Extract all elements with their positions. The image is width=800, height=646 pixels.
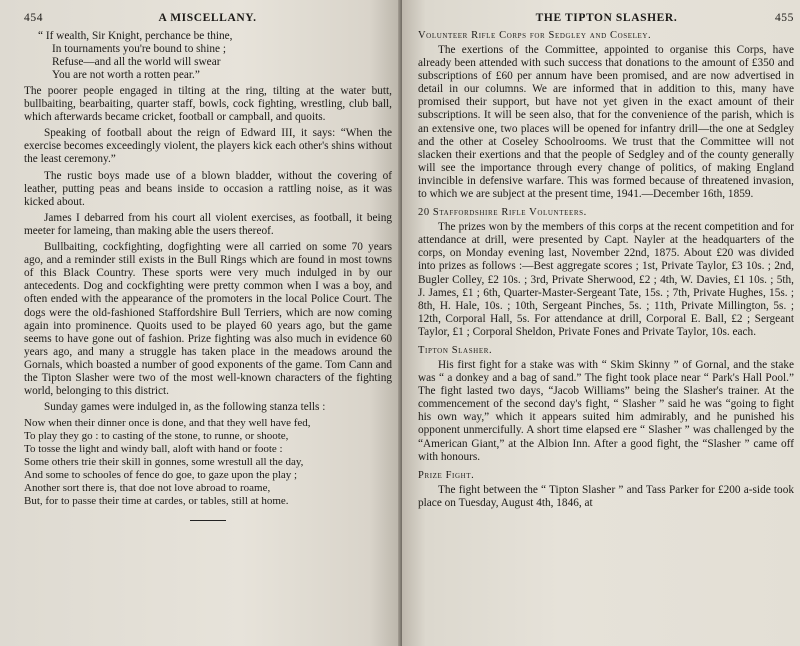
paragraph: The exertions of the Committee, appointed to organise this Corps, have already been attended with such success that donations to the amount of £350 and subscriptions of £60 per annum have been promised, and are now advertised in detail in our columns. We are informed that in addition to this, many have promised their support, but have not yet given in the exact amount of their subscriptions. It will be seen also, that for the convenience of the parish, which is an extensive one, two places will be opened for infantry drill—the one at Sedgley and the other at Coseley Schoolrooms. We trust that the Committee will not slacken their exertions and that the people of Sedgley and of the county generally will see the importance through every change of politics, of making England invincible in defensive warfare. This was formed because of threatened invasion, to which we are subject at the present time, 1941.—December 16th, 1859. [418, 44, 794, 201]
left-running-head [24, 12, 392, 24]
right-page-number: 455 [774, 12, 794, 24]
paragraph: The fight between the “ Tipton Slasher ” and Tass Parker for £200 a-side took place on Tuesday, August 4th, 1846, at [418, 483, 794, 509]
verse-line: Refuse—and all the world will swear [52, 56, 221, 68]
verse-line: “ If wealth, Sir Knight, perchance be thine, [38, 30, 233, 42]
verse-line: You are not worth a rotten pear.” [52, 69, 200, 81]
verse-line: Some others trie their skill in gonnes, some wrestull all the day, [24, 456, 304, 469]
verse-line: But, for to passe their time at cardes, or tables, still at home. [24, 495, 289, 508]
verse-line: In tournaments you're bound to shine ; [52, 43, 226, 55]
verse-knight [24, 30, 392, 82]
right-running-head [418, 12, 794, 24]
left-running-title: A MISCELLANY. [158, 12, 257, 24]
verse-line: And some to schooles of fence do goe, to gaze upon the play ; [24, 469, 298, 482]
verse-line: To tosse the light and windy ball, aloft with hand or foote : [24, 443, 283, 456]
verse-line: Another sort there is, that doe not love abroad to roame, [24, 482, 271, 495]
verse-line: To play they go : to casting of the stone, to runne, or shoote, [24, 430, 289, 443]
section-heading: Prize Fight. [418, 469, 475, 481]
right-running-title: THE TIPTON SLASHER. [535, 12, 678, 24]
right-page [402, 0, 800, 646]
section-heading: Tipton Slasher. [418, 344, 493, 356]
left-page-number: 454 [24, 12, 44, 24]
section-heading: 20 Staffordshire Rifle Volunteers. [418, 207, 587, 219]
verse-line: Now when their dinner once is done, and that they well have fed, [24, 417, 311, 430]
paragraph: Sunday games were indulged in, as the following stanza tells : [44, 401, 326, 414]
paragraph: The rustic boys made use of a blown bladder, without the covering of leather, putting peas and beans inside to occasion a rattling noise, as it was kicked about. [24, 169, 392, 208]
verse-sunday-games [24, 417, 392, 508]
section-rule [190, 520, 226, 521]
paragraph: Bullbaiting, cockfighting, dogfighting were all carried on some 70 years ago, and a reminder still exists in the Bull Rings which are found in most towns of this Black Country. These sports were very much indulged in by our antecedents. Dog and cockfighting were pretty common when I was a boy, and often ended with the appearance of the promoters in the local Police Court. The dogs were the old-fashioned Staffordshire Bull Terriers, which are now coming again into prominence. Quoits used to be played 60 years ago, but the game seems to have gone out of fashion. Prize fighting was also much in evidence 60 years ago, and many a struggle has taken place in the meadows around the Gornals, which boasted a number of good exponents of the game. Tom Cann and the Tipton Slasher were two of the most well-known characters of the fighting world, belonging to this district. [24, 241, 392, 398]
paragraph: The prizes won by the members of this corps at the recent competition and for attendance at drill, were presented by Capt. Nayler at the headquarters of the corps, on Monday evening last, November 22nd, 1875. About £20 was divided into prizes as follows :—Best aggregate scores ; 1st, Private Taylor, £3 10s. ; 2nd, Bugler Colley, £2 10s. ; 3rd, Private Sherwood, £2 ; 4th, W. Davies, £1 10s. ; 5th, J. James, £1 ; 6th, Quarter-Master-Sergeant Tate, 15s. ; 7th, Private Hughes, 15s. ; 8th, H. Hale, 10s. ; 10th, Sergeant Pinches, 5s. ; 11th, Private Millington, 5s. ; 12th, Corporal Hall, 5s. For attendance at drill, Corporal E. Ball, £2 ; Sergeant Taylor, £1 ; Corporal Sheldon, Private Fones and Private Taylor, 10s. each. [418, 221, 794, 338]
paragraph: Speaking of football about the reign of Edward III, it says: “When the exercise becomes exceedingly violent, the players kick each other's shins without the least ceremony.” [24, 127, 392, 166]
section-heading: Volunteer Rifle Corps for Sedgley and Coseley. [418, 30, 652, 41]
paragraph: James I debarred from his court all violent exercises, as football, it being meeter for lameing, than making able the users thereof. [24, 211, 392, 237]
paragraph: His first fight for a stake was with “ Skim Skinny ” of Gornal, and the stake was “ a donkey and a bag of sand.” The fight took place near “ Park's Hall Pool.” The fight lasted two days, “Jacob Williams” being the Slasher's trainer. At the commencement of the second day's fight, “ Slasher ” said he was “going to fight his own way,” which it appears suited him admirably, and he punished his opponent unmercifully. A short time elapsed ere “ Slasher ” was challenged by the “American Giant,” at the Albion Inn. After a good fight, the “Slasher ” came off with honours. [418, 358, 794, 463]
paragraph: The poorer people engaged in tilting at the ring, tilting at the water butt, bullbaiting, bearbaiting, quarter staff, bowls, cock fighting, wrestling, club ball, which afterwards became cricket, football or campball, and quoits. [24, 85, 392, 124]
